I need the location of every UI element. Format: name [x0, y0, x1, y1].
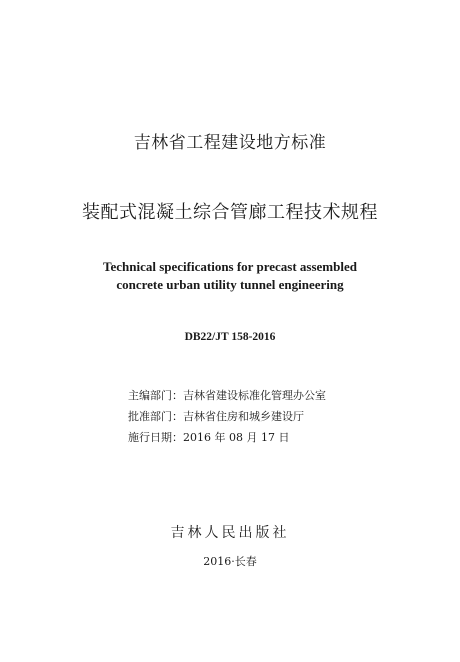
approver-department: 批准部门：吉林省住房和城乡建设厅 — [128, 410, 304, 423]
standard-code: DB22/JT 158-2016 — [184, 331, 276, 343]
effective-date: 施行日期：2016 年 08 月 17 日 — [128, 431, 290, 444]
publisher-name: 吉林人民出版社 — [170, 525, 290, 541]
publication-year-place: 2016·长春 — [203, 555, 257, 568]
title-english-line-1: Technical specifications for precast assembled — [103, 259, 357, 274]
title-chinese: 装配式混凝土综合管廊工程技术规程 — [82, 202, 378, 223]
editor-department: 主编部门：吉林省建设标准化管理办公室 — [128, 389, 326, 402]
info-block — [128, 385, 326, 448]
standard-category: 吉林省工程建设地方标准 — [133, 133, 327, 153]
title-english-line-2: concrete urban utility tunnel engineering — [116, 277, 344, 292]
